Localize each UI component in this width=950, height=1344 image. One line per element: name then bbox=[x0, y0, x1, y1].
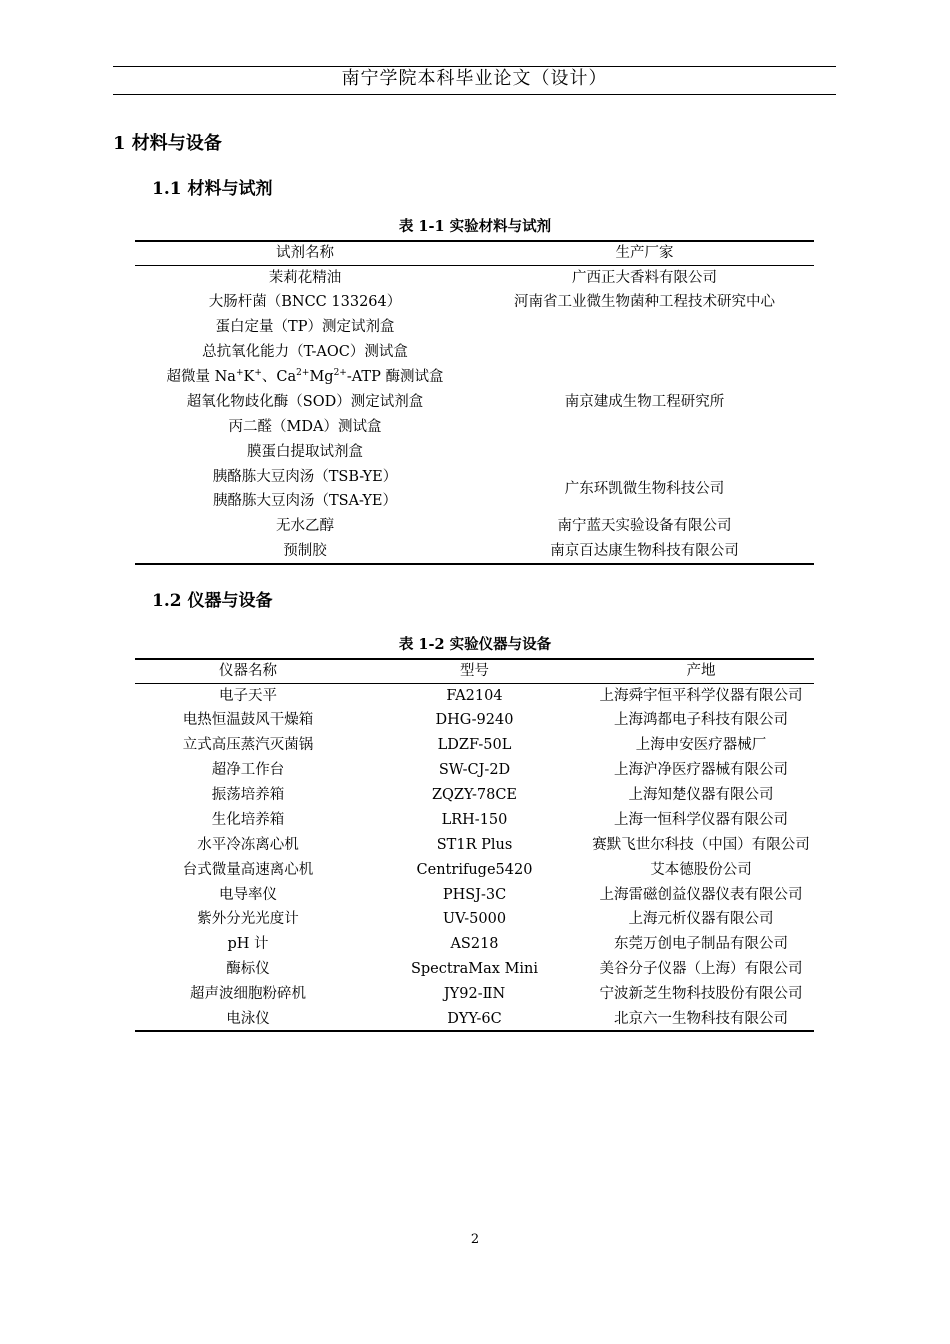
instrument-origin: 上海舜宇恒平科学仪器有限公司 bbox=[599, 687, 803, 704]
column-header: 型号 bbox=[361, 659, 588, 683]
instrument-origin: 上海知楚仪器有限公司 bbox=[628, 787, 774, 803]
instrument-model: DHG-9240 bbox=[435, 712, 514, 729]
instrument-origin: 艾本德股份公司 bbox=[650, 861, 752, 878]
instrument-name: 电导率仪 bbox=[219, 886, 277, 903]
manufacturer-merged-guangdong: 广东环凯微生物科技公司 bbox=[564, 481, 725, 498]
table-header-row bbox=[135, 659, 814, 683]
table-row bbox=[135, 957, 814, 982]
column-header: 产地 bbox=[588, 659, 814, 683]
instrument-model: UV-5000 bbox=[442, 911, 507, 928]
instrument-name: 水平冷冻离心机 bbox=[197, 836, 299, 853]
reagent-name: 丙二醛（MDA）测试盒 bbox=[228, 418, 382, 435]
table-row bbox=[135, 758, 814, 783]
reagent-name: 大肠杆菌（BNCC 133264） bbox=[208, 294, 402, 311]
reagents-table bbox=[135, 240, 814, 565]
instrument-name: 紫外分光光度计 bbox=[197, 911, 299, 928]
instrument-origin: 上海鸿都电子科技有限公司 bbox=[614, 712, 788, 729]
header-top-rule bbox=[113, 66, 836, 67]
instrument-model: Centrifuge5420 bbox=[416, 861, 533, 878]
header-bottom-rule bbox=[113, 94, 836, 95]
column-header: 生产厂家 bbox=[475, 241, 814, 265]
instrument-name: 酶标仪 bbox=[226, 961, 270, 978]
instrument-origin: 上海沪净医疗器械有限公司 bbox=[614, 762, 788, 779]
table-row bbox=[135, 882, 814, 907]
instrument-origin: 宁波新芝生物科技股份有限公司 bbox=[599, 986, 803, 1003]
instrument-name: 振荡培养箱 bbox=[211, 787, 285, 803]
reagent-name: 胰酪胨大豆肉汤（TSA-YE） bbox=[212, 493, 398, 510]
table-row bbox=[135, 807, 814, 832]
section-heading-1-2: 1.2 仪器与设备 bbox=[152, 591, 273, 611]
manufacturer: 南宁蓝天实验设备有限公司 bbox=[557, 518, 732, 535]
table-row bbox=[135, 932, 814, 957]
reagent-name: 胰酪胨大豆肉汤（TSB-YE） bbox=[212, 468, 398, 485]
manufacturer-merged-nanjing: 南京建成生物工程研究所 bbox=[564, 393, 725, 410]
instrument-model: SW-CJ-2D bbox=[438, 762, 511, 779]
page-number: 2 bbox=[470, 1232, 480, 1247]
instrument-origin: 北京六一生物科技有限公司 bbox=[588, 1007, 814, 1032]
reagent-name: 预制胶 bbox=[135, 539, 475, 564]
reagent-name: 超氧化物歧化酶（SOD）测定试剂盒 bbox=[186, 393, 424, 410]
instrument-name: 立式高压蒸汽灭菌锅 bbox=[182, 737, 314, 754]
reagent-name: 蛋白定量（TP）测定试剂盒 bbox=[215, 319, 395, 336]
instrument-origin: 上海雷磁创益仪器仪表有限公司 bbox=[599, 886, 803, 903]
table-row bbox=[135, 464, 814, 489]
table-row bbox=[135, 982, 814, 1007]
table-row bbox=[135, 832, 814, 857]
table-row bbox=[135, 265, 814, 290]
instrument-name: pH 计 bbox=[227, 936, 269, 953]
reagent-name: 总抗氧化能力（T-AOC）测试盒 bbox=[202, 344, 408, 361]
column-header: 试剂名称 bbox=[135, 241, 475, 265]
table-row bbox=[135, 1007, 814, 1032]
instrument-model: LDZF-50L bbox=[437, 737, 512, 754]
instrument-model: JY92-ⅡN bbox=[443, 986, 506, 1003]
instrument-origin: 赛默飞世尔科技（中国）有限公司 bbox=[592, 836, 810, 853]
reagent-name: 无水乙醇 bbox=[276, 518, 334, 535]
instrument-origin: 上海元析仪器有限公司 bbox=[628, 911, 774, 928]
instrument-model: AS218 bbox=[450, 936, 499, 953]
instrument-origin: 上海申安医疗器械厂 bbox=[635, 737, 767, 754]
instrument-model: ST1R Plus bbox=[436, 836, 513, 853]
instrument-origin: 上海一恒科学仪器有限公司 bbox=[614, 811, 788, 828]
table-2-caption: 表 1-2 实验仪器与设备 bbox=[398, 636, 552, 653]
table-row bbox=[135, 290, 814, 315]
table-row bbox=[135, 315, 814, 340]
instrument-model: SpectraMax Mini bbox=[410, 961, 539, 978]
instrument-model: FA2104 bbox=[446, 687, 503, 704]
manufacturer bbox=[475, 315, 814, 340]
instruments-table bbox=[135, 658, 814, 1032]
instrument-name: 电子天平 bbox=[219, 687, 277, 704]
instrument-model: LRH-150 bbox=[441, 811, 508, 828]
page-header-title: 南宁学院本科毕业论文（设计） bbox=[341, 68, 608, 89]
manufacturer: 河南省工业微生物菌种工程技术研究中心 bbox=[514, 294, 775, 311]
instrument-name: 电热恒温鼓风干燥箱 bbox=[182, 712, 314, 729]
table-row bbox=[135, 783, 814, 808]
table-row bbox=[135, 733, 814, 758]
instrument-origin: 美谷分子仪器（上海）有限公司 bbox=[599, 961, 803, 978]
manufacturer: 广西正大香料有限公司 bbox=[572, 269, 717, 286]
instrument-model: PHSJ-3C bbox=[442, 886, 507, 903]
table-row bbox=[135, 708, 814, 733]
reagent-name: 超微量 Na+K+、$Ca^{2+}Mg^{2+}$-ATP 酶测试盒 bbox=[166, 368, 444, 385]
instrument-name: 台式微量高速离心机 bbox=[182, 861, 314, 878]
table-row bbox=[135, 857, 814, 882]
column-header: 仪器名称 bbox=[135, 659, 361, 683]
table-header-row bbox=[135, 241, 814, 265]
instrument-name: 电泳仪 bbox=[135, 1007, 361, 1032]
table-row bbox=[135, 907, 814, 932]
reagent-name: 茉莉花精油 bbox=[268, 269, 342, 286]
table-1-caption: 表 1-1 实验材料与试剂 bbox=[398, 218, 552, 235]
table-row bbox=[135, 539, 814, 564]
instrument-name: 超声波细胞粉碎机 bbox=[190, 986, 306, 1003]
instrument-name: 超净工作台 bbox=[211, 762, 285, 779]
section-heading-1-1: 1.1 材料与试剂 bbox=[152, 179, 273, 199]
reagent-name: 膜蛋白提取试剂盒 bbox=[247, 443, 363, 460]
instrument-model: DYY-6C bbox=[361, 1007, 588, 1032]
instrument-model: ZQZY-78CE bbox=[431, 787, 518, 803]
table-row bbox=[135, 514, 814, 539]
instrument-name: 生化培养箱 bbox=[211, 811, 285, 828]
manufacturer: 南京百达康生物科技有限公司 bbox=[475, 539, 814, 564]
section-heading-1: 1 材料与设备 bbox=[113, 133, 222, 154]
instrument-origin: 东莞万创电子制品有限公司 bbox=[614, 936, 788, 953]
table-row bbox=[135, 683, 814, 708]
table-row bbox=[135, 340, 814, 365]
